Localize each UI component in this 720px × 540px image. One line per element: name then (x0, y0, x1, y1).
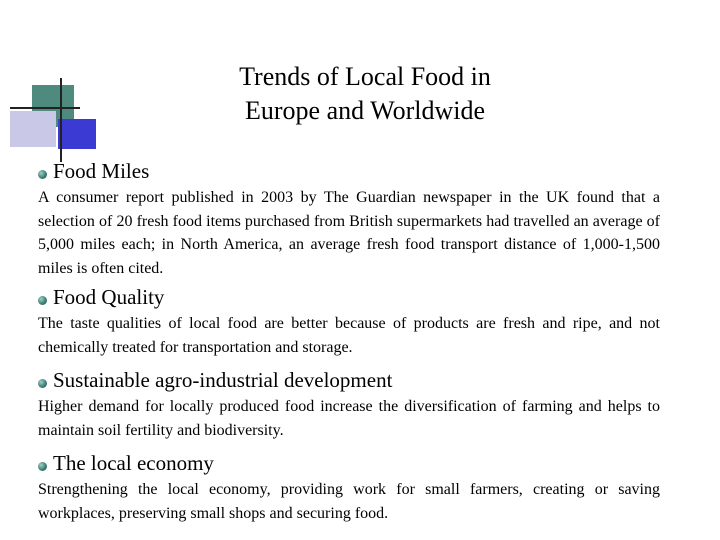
section-heading-label: Food Quality (53, 285, 165, 309)
bullet-icon (38, 296, 47, 305)
decorative-vertical-line (60, 78, 62, 162)
section-heading (38, 450, 660, 476)
section-paragraph: Strengthening the local economy, providing work for small farmers, creating or saving workplaces, preserving small shops and securing food. (38, 481, 660, 522)
decorative-horizontal-line (10, 107, 80, 109)
section-heading-label: Sustainable agro-industrial development (53, 368, 393, 392)
slide-title (195, 60, 535, 128)
section-paragraph: Higher demand for locally produced food increase the diversification of farming and helps to maintain soil fertility and biodiversity. (38, 398, 660, 439)
bullet-icon (38, 462, 47, 471)
section-heading-label: Food Miles (53, 159, 150, 183)
slide-title-line-1: Trends of Local Food in (239, 62, 491, 91)
bullet-icon (38, 170, 47, 179)
section-heading (38, 367, 660, 393)
section-sustainable-development (38, 367, 660, 442)
slide-title-line-2: Europe and Worldwide (244, 96, 486, 125)
section-paragraph: The taste qualities of local food are better because of products are fresh and ripe, and not chemically treated for transportation and storage. (38, 315, 660, 356)
section-food-miles (38, 158, 660, 280)
decorative-square-lavender (10, 111, 56, 147)
bullet-icon (38, 379, 47, 388)
section-heading-label: The local economy (53, 451, 214, 475)
section-food-quality (38, 284, 660, 359)
section-heading (38, 158, 660, 184)
decorative-square-blue (58, 119, 96, 149)
section-heading (38, 284, 660, 310)
section-local-economy (38, 450, 660, 525)
section-paragraph: A consumer report published in 2003 by The Guardian newspaper in the UK found that a selection of 20 fresh food items purchased from British supermarkets had travelled an average of 5,000 miles each; in North America, an average fresh food transport distance of 1,000-1,500 miles is often cited. (38, 189, 660, 277)
